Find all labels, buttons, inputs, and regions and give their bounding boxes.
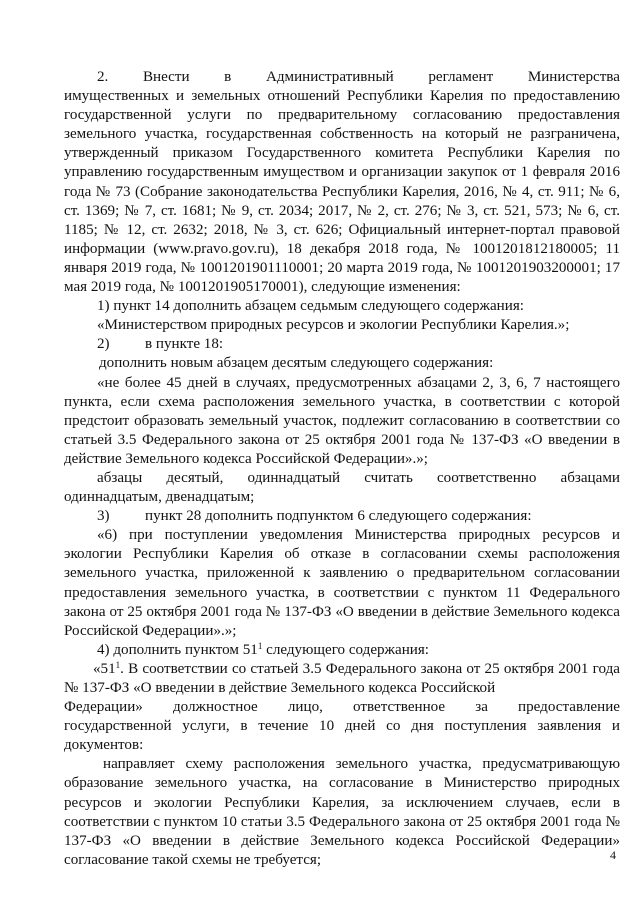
word: ответственное [353, 699, 446, 716]
word: должностное [172, 699, 258, 716]
item-4-quote-start [64, 660, 620, 698]
item-2-renumber-tail: одиннадцатым, двенадцатым; [64, 489, 255, 506]
word: Административный [265, 69, 394, 85]
word: лицо, [287, 699, 323, 716]
item-3-text: пункт 28 дополнить подпунктом 6 следующего содержания: [145, 508, 532, 525]
item-1-quote: «Министерством природных ресурсов и экологии Республики Карелия.»; [97, 317, 570, 334]
word: абзацы [97, 469, 143, 486]
superscript: 1 [115, 659, 121, 670]
word: 2. [97, 69, 109, 85]
item-4-text: 4) дополнить пунктом 51 [97, 641, 258, 658]
word: абзацами [560, 469, 620, 486]
item-2-quote: «не более 45 дней в случаях, предусмотренных абзацами 2, 3, 6, 7 настоящего пункта, если схема расположения земельного участка, в соответствии с которой предстоит образовать земельный участок, подлежит согласованию в соответствии со статьей 3.5 Федерального закона от 25 октября 2001 года № 137-ФЗ «О введении в действие Земельного кодекса Российской Федерации».»; [64, 374, 620, 467]
item-2-renumber-line [64, 469, 620, 488]
item-2 [64, 335, 620, 354]
item-4-quote-number: «51 [93, 660, 116, 677]
item-4 [64, 641, 620, 660]
item-3-number: 3) [97, 508, 110, 525]
word: считать [364, 469, 413, 486]
item-3 [64, 507, 620, 526]
word: регламент [428, 69, 494, 85]
item-4-quote-rest: государственной услуги, в течение 10 дней со дня поступления заявления и документов: [64, 718, 620, 754]
word: в [224, 69, 232, 85]
word: одиннадцатый [247, 469, 341, 486]
item-4-action: направляет схему расположения земельного участка, предусматривающую образование земельного участка, на согласование в Министерство природных ресурсов и экологии Республики Карелия, за исключением случаев, если в соответствии с пунктом 10 статьи 3.5 Федерального закона от 25 октября 2001 года № 137-ФЗ «О введении в действие Земельного кодекса Российской Федерации» согласование такой схемы не требуется; [64, 756, 620, 868]
word: предоставление [518, 699, 620, 716]
word: десятый, [166, 469, 224, 486]
item-2-text: в пункте 18: [145, 336, 224, 353]
item-1: 1) пункт 14 дополнить абзацем седьмым следующего содержания: [97, 298, 524, 315]
word: Министерства [527, 69, 620, 85]
item-2-number: 2) [97, 336, 110, 353]
paragraph-1-first-line [64, 68, 620, 87]
paragraph-1-body: имущественных и земельных отношений Республики Карелия по предоставлению государственной услуги по предварительному согласованию предоставления земельного участка, государственная собственность на который не разграничена, утвержденный приказом Государственного комитета Республики Карелия по управлению государственным имуществом и организации закупок от 1 февраля 2016 года № 73 (Собрание законодательства Республики Карелия, 2016, № 4, ст. 911; № 6, ст. 1369; № 7, ст. 1681; № 9, ст. 2034; 2017, № 2, ст. 276; № 3, ст. 521, 573; № 6, ст. 1185; № 12, ст. 2632; 2018, № 3, ст. 626; Официальный интернет-портал правовой информации (www.pravo.gov.ru), 18 декабря 2018 года, № 1001201812180005; 11 января 2019 года, № 1001201901110001; 20 марта 2019 года, № 1001201903200001; 17 мая 2019 года, № 1001201905170001), следующие изменения: [64, 88, 620, 296]
item-4-quote-text: . В соответствии со статьей 3.5 Федерального закона от 25 октября 2001 года № 137-ФЗ «О введении в действие Земельного кодекса Российской [64, 660, 620, 696]
word: Федерации» [64, 699, 143, 716]
page-number: 4 [610, 848, 616, 862]
item-3-quote: «6) при поступлении уведомления Министерства природных ресурсов и экологии Республики Карелия об отказе в согласовании схемы расположения земельного участка, приложенной к заявлению о предварительном согласовании предоставления земельного участка, в соответствии с пунктом 11 Федерального закона от 25 октября 2001 года № 137-ФЗ «О введении в действие Земельного кодекса Российской Федерации».»; [64, 527, 620, 639]
item-4-text-end: следующего содержания: [262, 641, 429, 658]
item-2-subtext: дополнить новым абзацем десятым следующего содержания: [99, 355, 494, 372]
word: за [475, 699, 488, 716]
word: соответственно [436, 469, 537, 486]
item-4-quote-line-3 [64, 698, 620, 717]
superscript: 1 [257, 640, 263, 651]
word: Внести [142, 69, 190, 85]
document-body [64, 68, 620, 870]
